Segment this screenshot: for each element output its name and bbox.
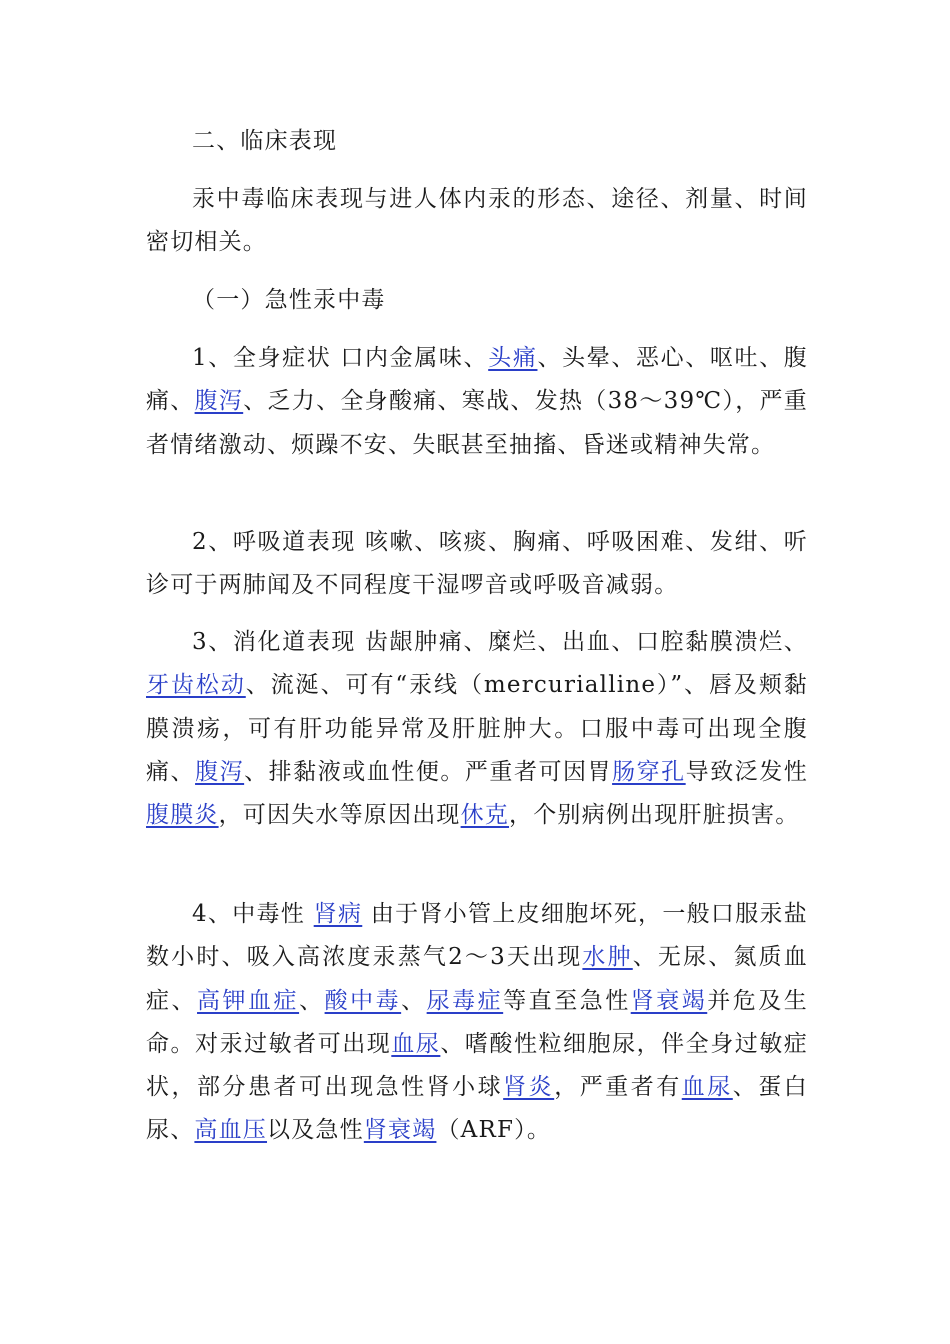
text-run: 由于肾小管上皮细胞坏死，一般口服汞盐数小时、吸入高浓度汞蒸气2～3天出现: [146, 901, 808, 971]
link-shock[interactable]: 休克: [460, 802, 510, 829]
text-run: 4、中毒性: [192, 901, 314, 927]
link-intestinal-perforation[interactable]: 肠穿孔: [612, 758, 686, 785]
text-run: ，个别病例出现肝脏损害。: [509, 802, 800, 829]
text-run: ，严重者有: [554, 1074, 682, 1101]
text-run: 、: [401, 987, 427, 1014]
link-headache[interactable]: 头痛: [488, 345, 538, 371]
text-run: 、排黏液或血性便。严重者可因胃: [244, 758, 613, 785]
text-run: 导致泛发性: [685, 758, 808, 785]
link-loose-teeth[interactable]: 牙齿松动: [146, 672, 246, 699]
link-hematuria[interactable]: 血尿: [681, 1074, 733, 1101]
paragraph-nephropathy: [146, 893, 808, 1153]
section-heading-text: 二、临床表现: [192, 128, 338, 154]
link-nephritis[interactable]: 肾炎: [503, 1074, 555, 1101]
text-run: 2、呼吸道表现 咳嗽、咳痰、胸痛、呼吸困难、发绀、听诊可于两肺闻及不同程度干湿啰音或呼吸音减弱。: [146, 529, 808, 599]
link-renal-failure[interactable]: 肾衰竭: [363, 1117, 437, 1144]
link-edema[interactable]: 水肿: [582, 944, 633, 971]
intro-paragraph: [146, 178, 808, 265]
paragraph-respiratory: [146, 521, 808, 608]
text-run: 、: [299, 987, 325, 1014]
text-run: 、嗜酸性粒细胞尿，伴全身过敏症状，部分患者可出现急性肾小球: [146, 1030, 809, 1101]
subsection-heading: [146, 279, 808, 322]
text-run: 3、消化道表现 齿龈肿痛、糜烂、出血、口腔黏膜溃烂、: [192, 629, 808, 655]
link-renal-failure[interactable]: 肾衰竭: [630, 987, 708, 1014]
link-diarrhea[interactable]: 腹泻: [195, 758, 245, 785]
link-hematuria[interactable]: 血尿: [391, 1030, 441, 1057]
link-uremia[interactable]: 尿毒症: [426, 987, 504, 1014]
text-run: 、乏力、全身酸痛、寒战、发热（38～39℃），严重者情绪激动、烦躁不安、失眠甚至抽搐、昏迷或精神失常。: [146, 388, 808, 458]
link-acidosis[interactable]: 酸中毒: [324, 987, 402, 1014]
text-run: 、蛋白尿、: [146, 1074, 809, 1144]
link-nephropathy[interactable]: 肾病: [313, 901, 363, 927]
text-run: ，可因失水等原因出现: [218, 802, 461, 829]
text-run: 以及急性: [267, 1117, 364, 1144]
intro-text: 汞中毒临床表现与进人体内汞的形态、途径、剂量、时间密切相关。: [146, 186, 808, 256]
link-hypertension[interactable]: 高血压: [194, 1117, 268, 1144]
paragraph-general-symptoms: [146, 337, 808, 467]
section-heading: [146, 120, 808, 163]
link-peritonitis[interactable]: 腹膜炎: [146, 802, 219, 829]
text-run: （ARF）。: [436, 1117, 552, 1144]
text-run: 1、全身症状 口内金属味、: [192, 345, 489, 371]
paragraph-digestive: [146, 621, 808, 837]
text-run: 并危及生命。对汞过敏者可出现: [146, 987, 808, 1057]
text-run: 等直至急性: [503, 987, 631, 1014]
link-diarrhea[interactable]: 腹泻: [194, 388, 244, 415]
subsection-heading-text: （一）急性汞中毒: [192, 287, 386, 313]
link-hyperkalemia[interactable]: 高钾血症: [197, 987, 300, 1014]
text-run: 、头晕、恶心、呕吐、腹痛、: [146, 345, 809, 415]
text-run: 、流涎、可有“汞线（mercurialline）”、唇及颊黏膜溃疡，可有肝功能异常及肝脏肿大。口服中毒可出现全腹痛、: [146, 672, 808, 785]
text-run: 、无尿、氮质血症、: [146, 944, 808, 1014]
